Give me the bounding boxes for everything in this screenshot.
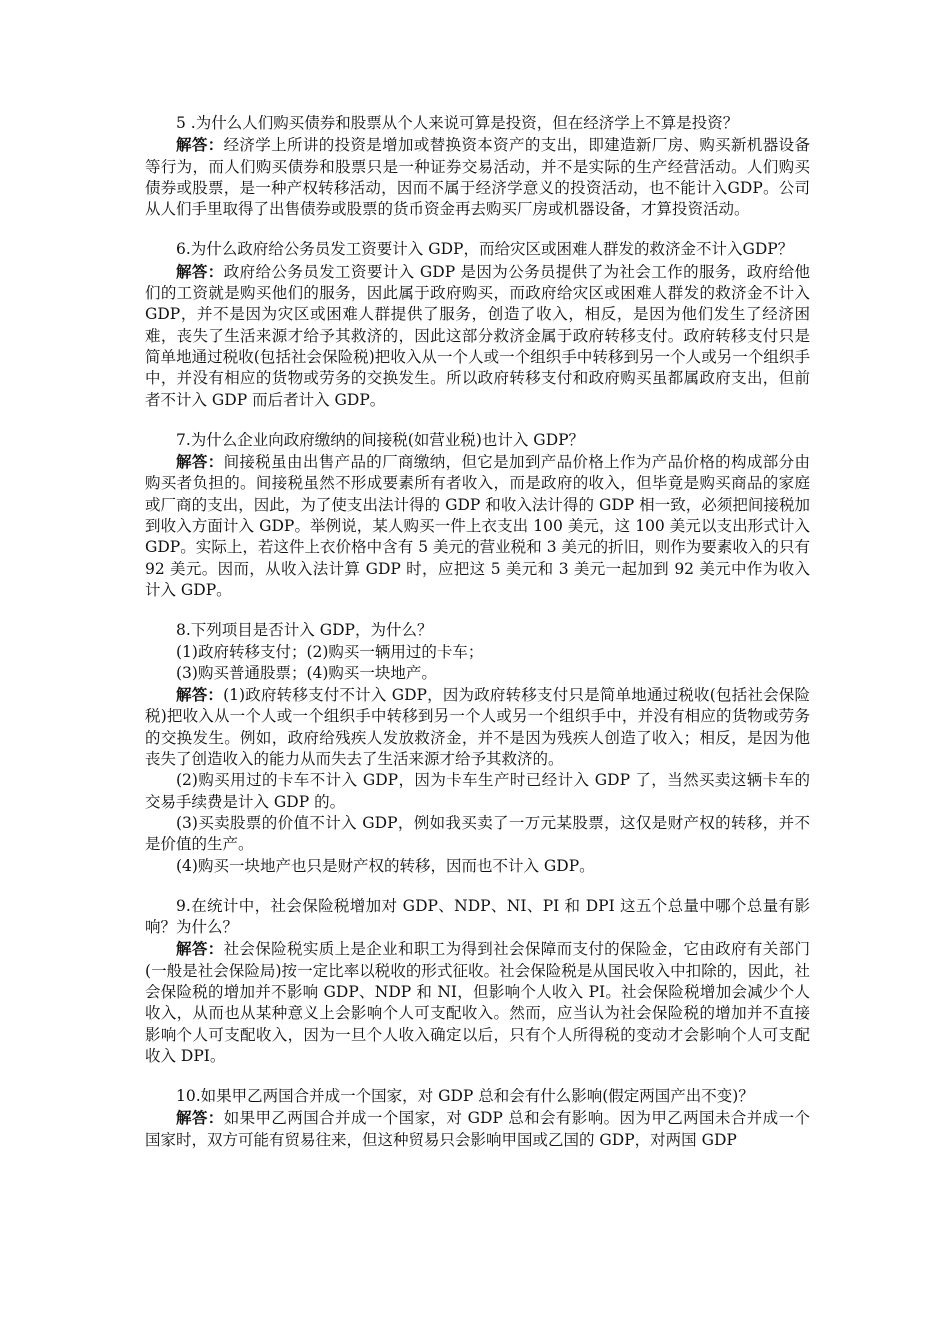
answer-text: 政府给公务员发工资要计入 GDP 是因为公务员提供了为社会工作的服务，政府给他们的工资就是购买他们的服务，因此属于政府购买，而政府给灾区或困难人群发的救济金不计入 GDP，并不是因为灾区或困难人群提供了服务，创造了收入，相反，是因为他们发生了经济困难，丧失了生活来源才给予其救济的，因此这部分救济金属于政府转移支付。政府转移支付只是简单地通过税收(包括社会保险税)把收入从一个人或一个组织手中转移到另一个人或另一个组织手中，并没有相应的货物或劳务的交换发生。所以政府转移支付和政府购买虽都属政府支出，但前者不计入 GDP 而后者计入 GDP。 <box>145 262 810 409</box>
options-line-1: (1)政府转移支付；(2)购买一辆用过的卡车； <box>176 642 484 661</box>
question-8: 8.下列项目是否计入 GDP，为什么？ <box>176 621 433 640</box>
answer-label: 解答： <box>176 452 224 472</box>
options-line-2: (3)购买普通股票；(4)购买一块地产。 <box>176 663 437 682</box>
question-7: 7.为什么企业向政府缴纳的间接税(如营业税)也计入 GDP？ <box>176 430 585 449</box>
qa-item-5 <box>145 113 810 220</box>
question-9: 9.在统计中，社会保险税增加对 GDP、NDP、NI、PI 和 DPI 这五个总量中哪个总量有影响？为什么？ <box>145 896 810 937</box>
answer-text: 间接税虽由出售产品的厂商缴纳，但它是加到产品价格上作为产品价格的构成部分由购买者负担的。间接税虽然不形成要素所有者收入，而是政府的收入，但毕竟是购买商品的家庭或厂商的支出，因此，为了使支出法计得的 GDP 和收入法计得的 GDP 相一致，必须把间接税加到收入方面计入 GDP。举例说，某人购买一件上衣支出 100 美元，这 100 美元以支出形式计入 GDP。实际上，若这件上衣价格中含有 5 美元的营业税和 3 美元的折旧，则作为要素收入的只有 92 美元。因而，从收入法计算 GDP 时，应把这 5 美元和 3 美元一起加到 92 美元中作为收入计入 GDP。 <box>145 453 810 599</box>
answer-text: 经济学上所讲的投资是增加或替换资本资产的支出，即建造新厂房、购买新机器设备等行为，而人们购买债券和股票只是一种证券交易活动，并不是实际的生产经营活动。人们购买债券或股票，是一种产权转移活动，因而不属于经济学意义的投资活动，也不能计入GDP。公司从人们手里取得了出售债券或股票的货币资金再去购买厂房或机器设备，才算投资活动。 <box>145 136 810 219</box>
answer-label: 解答： <box>176 135 224 155</box>
answer-7 <box>145 451 810 601</box>
answer-9 <box>145 938 810 1067</box>
qa-item-10 <box>145 1086 810 1151</box>
question-5: 5 .为什么人们购买债券和股票从个人来说可算是投资，但在经济学上不算是投资？ <box>176 114 739 132</box>
document-page <box>145 113 810 1170</box>
answer-text: 社会保险税实质上是企业和职工为得到社会保障而支付的保险金，它由政府有关部门(一般是社会保险局)按一定比率以税收的形式征收。社会保险税是从国民收入中扣除的，因此，社会保险税的增加并不影响 GDP、NDP 和 NI，但影响个人收入 PI。社会保险税增加会减少个人收入，从而也从某种意义上会影响个人可支配收入。然而，应当认为社会保险税的增加并不直接影响个人可支配收入，因为一旦个人收入确定以后，只有个人所得税的变动才会影响个人可支配收入 DPI。 <box>145 940 810 1065</box>
qa-item-9 <box>145 896 810 1067</box>
qa-item-7 <box>145 430 810 601</box>
question-10: 10.如果甲乙两国合并成一个国家，对 GDP 总和会有什么影响(假定两国产出不变)？ <box>176 1087 754 1106</box>
answer-text: (1)政府转移支付不计入 GDP，因为政府转移支付只是简单地通过税收(包括社会保险税)把收入从一个人或一个组织手中转移到另一个人或另一个组织手中，并没有相应的货物或劳务的交换发生。例如，政府给残疾人发放救济金，并不是因为残疾人创造了收入；相反，是因为他丧失了创造收入的能力从而失去了生活来源才给予其救济的。 <box>145 686 810 769</box>
answer-8-part-2: (2)购买用过的卡车不计入 GDP，因为卡车生产时已经计入 GDP 了，当然买卖这辆卡车的交易手续费是计入 GDP 的。 <box>145 771 810 811</box>
answer-10 <box>145 1107 810 1151</box>
answer-5 <box>145 134 810 220</box>
answer-label: 解答： <box>176 1108 224 1128</box>
qa-item-8 <box>145 620 810 877</box>
answer-label: 解答： <box>176 261 224 281</box>
answer-label: 解答： <box>176 685 224 705</box>
answer-6 <box>145 261 810 411</box>
answer-8-part-1 <box>145 684 810 770</box>
qa-item-6 <box>145 239 810 410</box>
answer-label: 解答： <box>176 939 224 959</box>
answer-8-part-4: (4)购买一块地产也只是财产权的转移，因而也不计入 GDP。 <box>176 856 595 875</box>
answer-8-part-3: (3)买卖股票的价值不计入 GDP，例如我买卖了一万元某股票，这仅是财产权的转移，并不是价值的生产。 <box>145 813 810 854</box>
answer-text: 如果甲乙两国合并成一个国家，对 GDP 总和会有影响。因为甲乙两国未合并成一个国家时，双方可能有贸易往来，但这种贸易只会影响甲国或乙国的 GDP，对两国 GDP <box>145 1109 810 1149</box>
question-6: 6.为什么政府给公务员发工资要计入 GDP，而给灾区或困难人群发的救济金不计入GDP？ <box>176 240 794 259</box>
